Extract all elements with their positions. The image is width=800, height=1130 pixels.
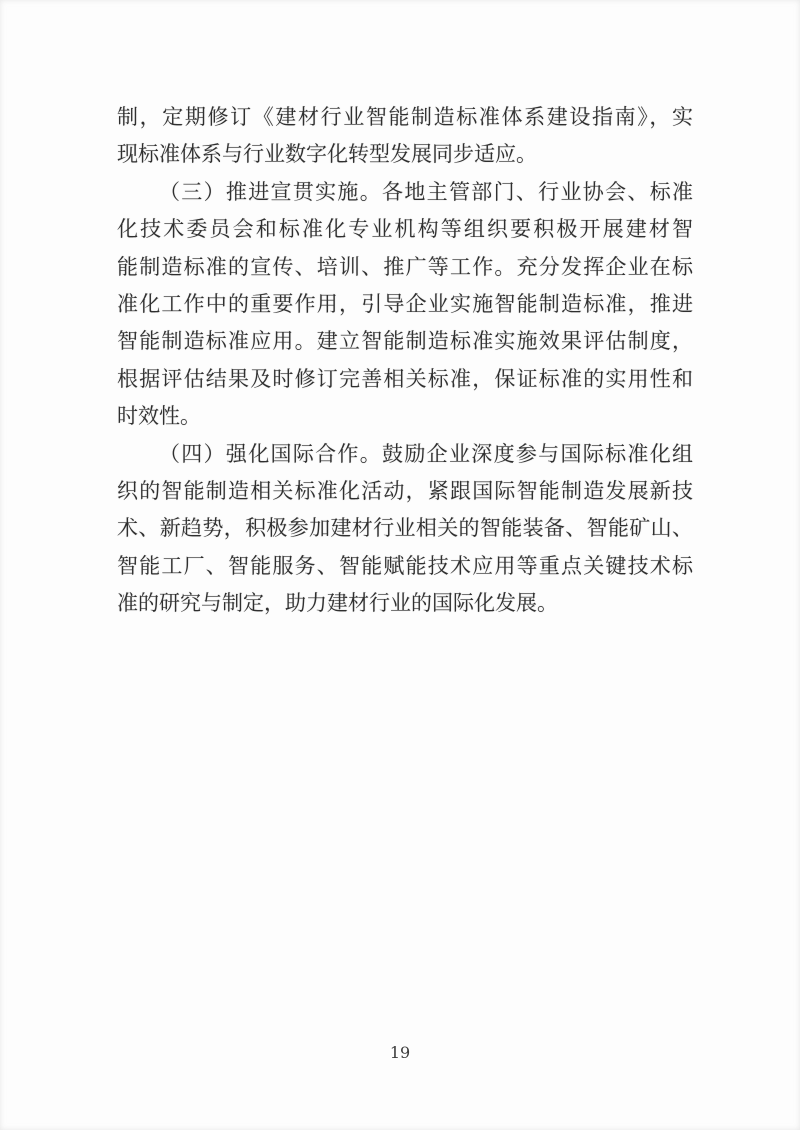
text-line: （三）推进宣贯实施。各地主管部门、行业协会、标准 xyxy=(159,179,693,204)
page-number: 19 xyxy=(389,1043,411,1062)
text-line: 准化工作中的重要作用，引导企业实施智能制造标准，推进 xyxy=(117,292,693,317)
text-line: 智能制造标准应用。建立智能制造标准实施效果评估制度， xyxy=(117,329,693,354)
text-line: 根据评估结果及时修订完善相关标准，保证标准的实用性和 xyxy=(117,366,693,391)
text-line: 现标准体系与行业数字化转型发展同步适应。 xyxy=(117,142,537,167)
page-body-text xyxy=(117,99,693,623)
text-line: 制，定期修订《建材行业智能制造标准体系建设指南》，实 xyxy=(117,105,693,129)
text-line: 化技术委员会和标准化专业机构等组织要积极开展建材智 xyxy=(117,217,693,242)
text-line: 智能工厂、智能服务、智能赋能技术应用等重点关键技术标 xyxy=(117,553,693,578)
text-line: （四）强化国际合作。鼓励企业深度参与国际标准化组 xyxy=(159,441,693,466)
text-line: 时效性。 xyxy=(117,404,201,429)
text-line: 织的智能制造相关标准化活动，紧跟国际智能制造发展新技 xyxy=(117,479,693,504)
text-line: 术、新趋势，积极参加建材行业相关的智能装备、智能矿山、 xyxy=(117,516,693,541)
text-line: 能制造标准的宣传、培训、推广等工作。充分发挥企业在标 xyxy=(117,254,693,279)
text-line: 准的研究与制定，助力建材行业的国际化发展。 xyxy=(117,591,558,616)
